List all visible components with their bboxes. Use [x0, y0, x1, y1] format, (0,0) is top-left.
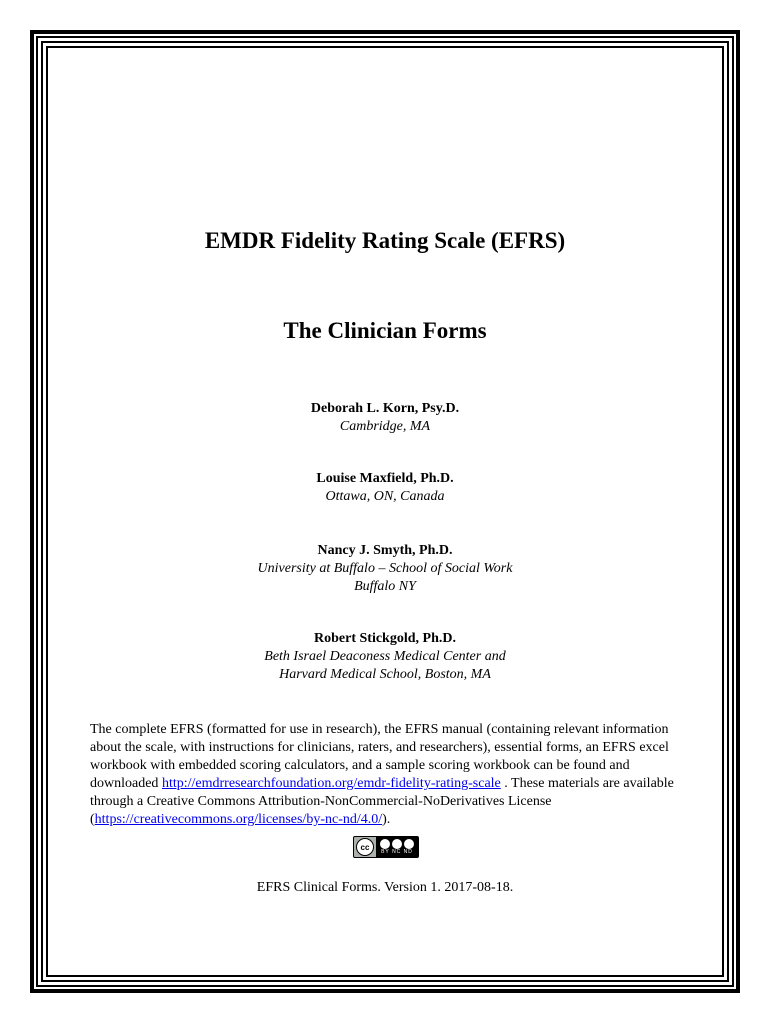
- noderivatives-icon: [404, 839, 414, 849]
- info-text: ).: [382, 812, 391, 827]
- noncommercial-icon: [392, 839, 402, 849]
- version-line: EFRS Clinical Forms. Version 1. 2017-08-18.: [256, 880, 514, 895]
- author-block: [48, 400, 722, 436]
- license-link[interactable]: https://creativecommons.org/licenses/by-nc-nd/4.0/: [94, 812, 383, 827]
- availability-paragraph: [90, 721, 690, 829]
- cc-terms: [376, 837, 418, 857]
- info-text: . These materials are available through a Creative Commons Attribution-NonCommercial-NoDerivatives License (: [90, 776, 674, 827]
- author-affiliation: Cambridge, MA: [339, 419, 431, 434]
- cc-by-nc-nd-icon[interactable]: [353, 836, 419, 858]
- document-subtitle: The Clinician Forms: [283, 318, 487, 343]
- cc-logo-icon: cc: [356, 838, 374, 856]
- author-name: Robert Stickgold, Ph.D.: [314, 631, 456, 646]
- info-text: The complete EFRS (formatted for use in research), the EFRS manual (containing relevant information about the scale, with instructions for clinicians, raters, and researchers), essential forms, an EFRS excel workbook with embedded scoring calculators, and a sample scoring workbook can be found and downloaded: [90, 722, 669, 791]
- cc-term-icons: [380, 839, 414, 849]
- author-affiliation: University at Buffalo – School of Social Work: [257, 561, 513, 576]
- efrs-download-link[interactable]: http://emdrresearchfoundation.org/emdr-fidelity-rating-scale: [161, 776, 501, 791]
- author-block: [48, 470, 722, 506]
- author-block: [48, 630, 722, 684]
- author-affiliation: Ottawa, ON, Canada: [325, 489, 445, 504]
- author-name: Deborah L. Korn, Psy.D.: [310, 401, 460, 416]
- author-block: [48, 542, 722, 596]
- author-name: Louise Maxfield, Ph.D.: [316, 471, 454, 486]
- author-affiliation: Buffalo NY: [354, 579, 416, 594]
- cc-terms-label: BY NC ND: [381, 849, 413, 855]
- document-title: EMDR Fidelity Rating Scale (EFRS): [204, 228, 566, 253]
- title-page: [48, 48, 722, 975]
- author-affiliation: Beth Israel Deaconess Medical Center and: [264, 649, 506, 664]
- attribution-icon: [380, 839, 390, 849]
- author-affiliation: Harvard Medical School, Boston, MA: [279, 667, 491, 682]
- author-name: Nancy J. Smyth, Ph.D.: [317, 543, 453, 558]
